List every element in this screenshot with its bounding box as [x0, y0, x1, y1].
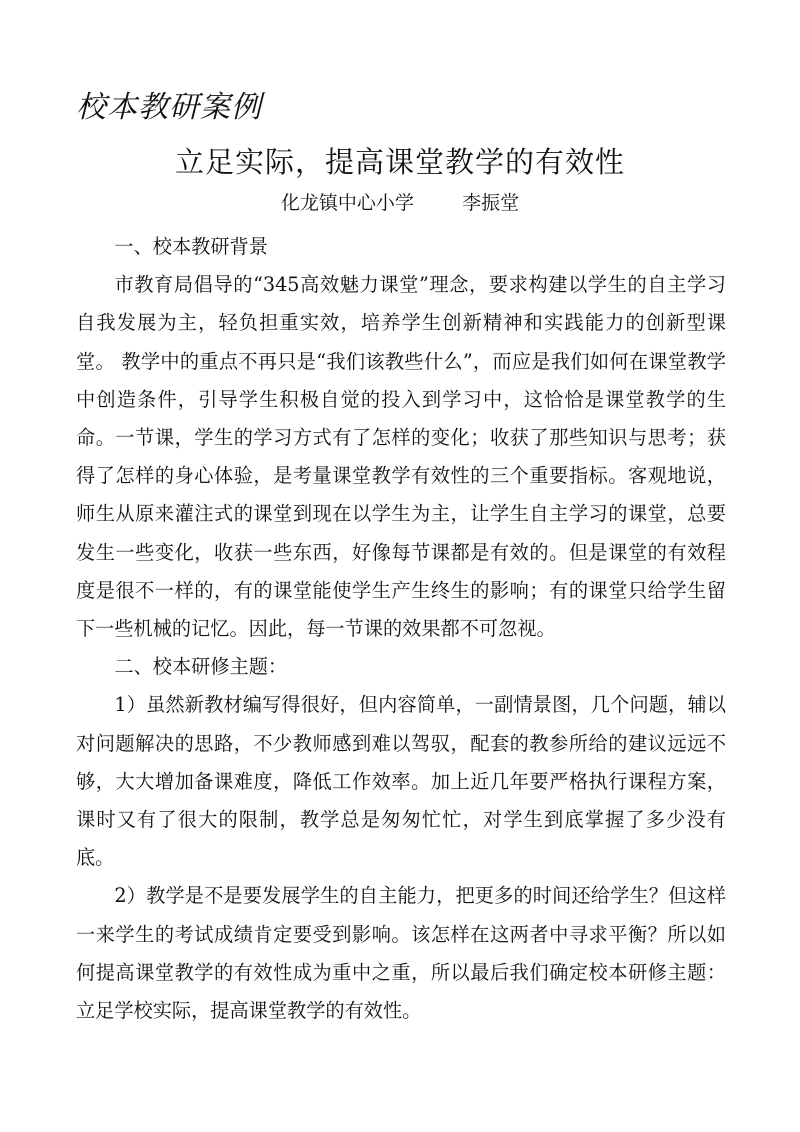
paragraph-topic-point-1: 1）虽然新教材编写得很好，但内容简单，一副情景图，几个问题，辅以对问题解决的思路，不少教师感到难以驾驭，配套的教参所给的建议远远不够，大大增加备课难度，降低工作效率。加上近几年要严格执行课程方案，课时又有了很大的限制，教学总是匆匆忙忙，对学生到底掌握了多少没有底。 [76, 693, 726, 870]
case-category-label: 校本教研案例 [76, 90, 262, 125]
document-title: 立足实际，提高课堂教学的有效性 [174, 145, 625, 179]
author-byline: 化龙镇中心小学 李振堂 [280, 192, 520, 214]
section-heading-topic: 二、校本研修主题： [114, 655, 288, 679]
section-heading-background: 一、校本教研背景 [114, 235, 268, 258]
paragraph-background: 市教育局倡导的“345高效魅力课堂”理念，要求构建以学生的自主学习自我发展为主，轻负担重实效，培养学生创新精神和实践能力的创新型课堂。 教学中的重点不再只是“我们该教些什么”，而应是我们如何在课堂教学中创造条件，引导学生积极自觉的投入到学习中，这恰恰是课堂教学的生命。一节课，学生的学习方式有了怎样的变化；收获了那些知识与思考；获得了怎样的身心体验，是考量课堂教学有效性的三个重要指标。客观地说，师生从原来灌注式的课堂到现在以学生为主，让学生自主学习的课堂，总要发生一些变化，收获一些东西，好像每节课都是有效的。但是课堂的有效程度是很不一样的，有的课堂能使学生产生终生的影响；有的课堂只给学生留下一些机械的记忆。因此，每一节课的效果都不可忽视。 [76, 273, 726, 641]
document-body [76, 228, 726, 1030]
paragraph-topic-point-2: 2）教学是不是要发展学生的自主能力，把更多的时间还给学生？但这样一来学生的考试成绩肯定要受到影响。该怎样在这两者中寻求平衡？所以如何提高课堂教学的有效性成为重中之重，所以最后我们确定校本研修主题：立足学校实际，提高课堂教学的有效性。 [76, 884, 726, 1023]
